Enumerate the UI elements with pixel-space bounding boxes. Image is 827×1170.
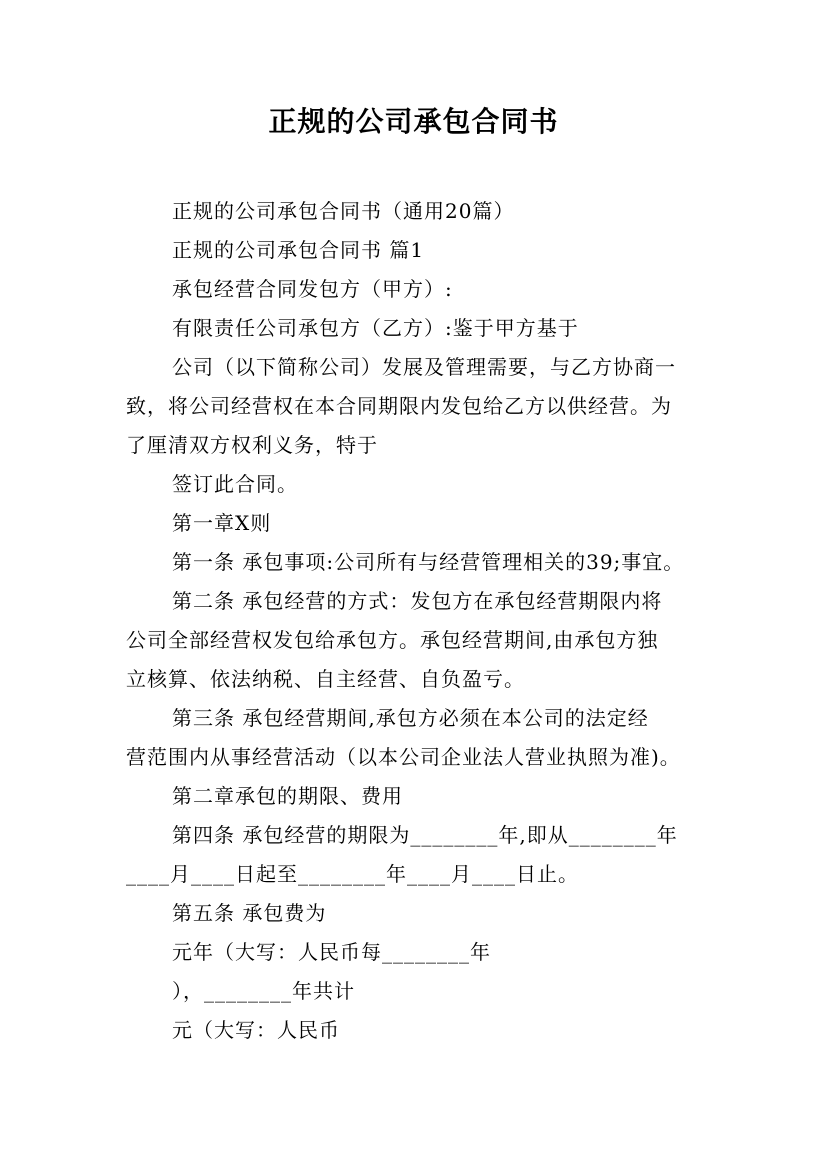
paragraph-line: 元（大写：人民币	[172, 1018, 340, 1042]
paragraph-line: 元年（大写：人民币每________年	[172, 940, 491, 964]
paragraph-line: 了厘清双方权利义务，特于	[126, 433, 378, 457]
document-title: 正规的公司承包合同书	[268, 105, 559, 138]
paragraph-line: 正规的公司承包合同书 篇1	[172, 238, 425, 262]
paragraph-line: 营范围内从事经营活动（以本公司企业法人营业执照为准)。	[126, 745, 681, 769]
paragraph-line: 第四条 承包经营的期限为________年,即从________年	[172, 823, 678, 847]
paragraph-line: 承包经营合同发包方（甲方）:	[172, 277, 453, 301]
paragraph-line: 立核算、依法纳税、自主经营、自负盈亏。	[126, 667, 525, 691]
paragraph-line: ____月____日起至________年____月____日止。	[126, 862, 579, 886]
chapter-heading: 第一章X则	[172, 511, 272, 535]
paragraph-line: 第三条 承包经营期间,承包方必须在本公司的法定经	[172, 706, 649, 730]
paragraph-line: 第二条 承包经营的方式：发包方在承包经营期限内将	[172, 589, 663, 613]
paragraph-line: 有限责任公司承包方（乙方）:鉴于甲方基于	[172, 316, 579, 340]
paragraph-line: 公司全部经营权发包给承包方。承包经营期间,由承包方独	[126, 628, 659, 652]
paragraph-line: 第一条 承包事项:公司所有与经营管理相关的39;事宜。	[172, 550, 685, 574]
paragraph-line: 公司（以下简称公司）发展及管理需要，与乙方协商一	[172, 355, 676, 379]
paragraph-line: 正规的公司承包合同书（通用20篇）	[172, 199, 515, 223]
paragraph-line: ），________年共计	[172, 979, 355, 1003]
chapter-heading: 第二章承包的期限、费用	[172, 784, 403, 808]
paragraph-line: 致，将公司经营权在本合同期限内发包给乙方以供经营。为	[126, 394, 672, 418]
paragraph-line: 签订此合同。	[172, 472, 298, 496]
paragraph-line: 第五条 承包费为	[172, 901, 327, 925]
